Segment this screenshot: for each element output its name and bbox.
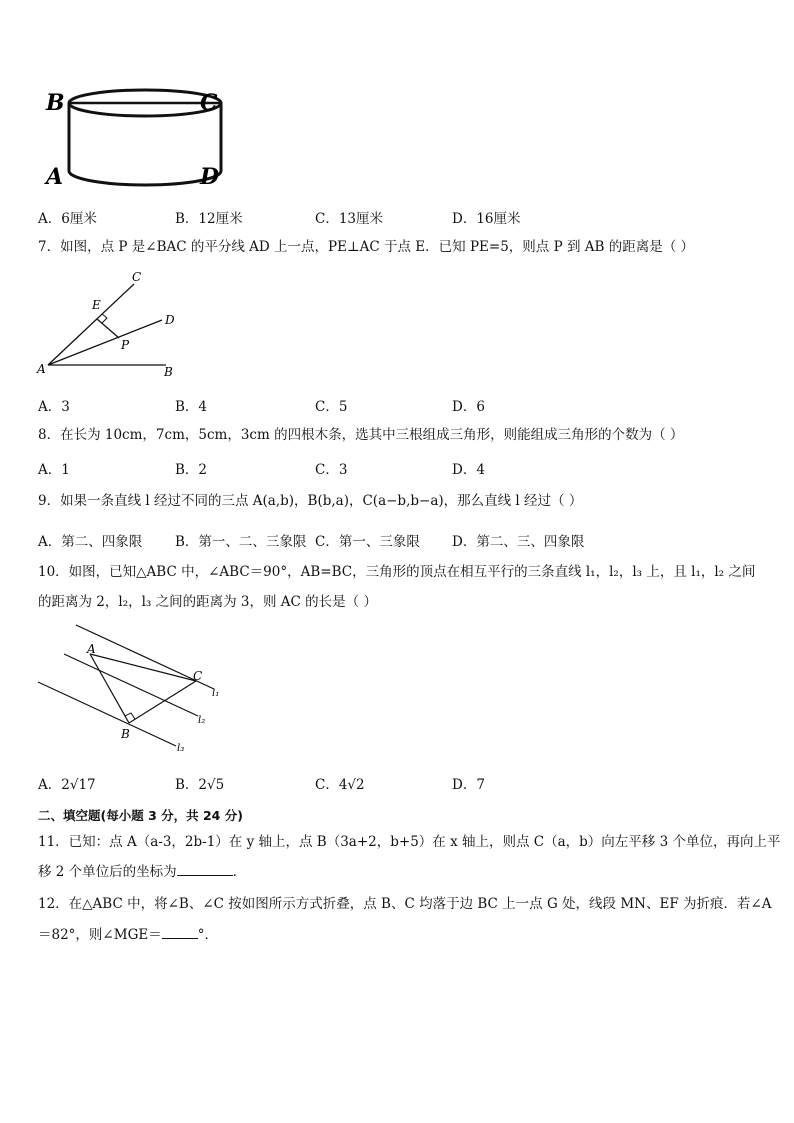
right-angle-mark xyxy=(102,314,107,323)
section-heading-fill-in: 二、填空题(每小题 3 分，共 24 分) xyxy=(38,808,243,823)
q8-option-d: D．4 xyxy=(452,462,485,478)
q8-text: 8．在长为 10cm，7cm，5cm，3cm 的四根木条，选其中三根组成三角形，则能组成三角形的个数为（ ） xyxy=(38,427,684,443)
label-l3: l₃ xyxy=(177,743,185,754)
label-a: A xyxy=(37,362,46,376)
label-c: C xyxy=(132,270,142,284)
q12-line2-text: ＝82°，则∠MGE＝ xyxy=(38,927,162,943)
q11-line2-text: 移 2 个单位后的坐标为 xyxy=(38,864,177,880)
q9-option-d: D．第二、三、四象限 xyxy=(452,534,585,550)
q6-option-c: C．13厘米 xyxy=(315,211,384,227)
line-l3 xyxy=(38,682,176,746)
label-l1: l₁ xyxy=(212,688,220,699)
side-bc xyxy=(129,681,196,723)
label-p: P xyxy=(121,338,130,352)
label-a: A xyxy=(46,164,64,190)
q9-option-c: C．第一、三象限 xyxy=(315,534,420,550)
q7-text: 7．如图，点 P 是∠BAC 的平分线 AD 上一点，PE⊥AC 于点 E．已知 PE=5，则点 P 到 AB 的距离是（ ） xyxy=(38,239,695,255)
line-l2 xyxy=(64,654,198,716)
ray-ac xyxy=(48,284,134,365)
q7-option-c: C．5 xyxy=(315,399,348,415)
label-b: B xyxy=(121,727,130,741)
q10-option-d: D．7 xyxy=(452,777,485,793)
q12-line2-end: °． xyxy=(197,927,218,943)
answer-blank xyxy=(177,875,233,876)
angle-bisector-figure xyxy=(34,266,184,382)
q10-option-c: C．4√2 xyxy=(315,777,365,793)
parallel-lines-figure xyxy=(36,620,226,754)
cylinder-bottom-arc xyxy=(69,171,221,185)
q7-option-d: D．6 xyxy=(452,399,485,415)
q7-option-a: A．3 xyxy=(38,399,70,415)
label-c: C xyxy=(193,669,203,683)
side-ac xyxy=(90,654,196,681)
label-e: E xyxy=(92,298,101,312)
q9-text: 9．如果一条直线 l 经过不同的三点 A(a,b)，B(b,a)，C(a−b,b−a)，那么直线 l 经过（ ） xyxy=(38,493,583,509)
q10-line1: 10．如图，已知△ABC 中，∠ABC＝90°，AB=BC，三角形的顶点在相互平行的三条直线 l₁，l₂，l₃ 上，且 l₁，l₂ 之间 xyxy=(38,564,756,580)
label-c: C xyxy=(200,90,218,116)
q8-option-c: C．3 xyxy=(315,462,348,478)
q12-line1: 12．在△ABC 中，将∠B、∠C 按如图所示方式折叠，点 B、C 均落于边 BC 上一点 G 处，线段 MN、EF 为折痕．若∠A xyxy=(38,896,772,912)
q8-option-a: A．1 xyxy=(38,462,70,478)
q12-line2 xyxy=(38,925,218,945)
label-l2: l₂ xyxy=(198,715,206,726)
q6-option-b: B．12厘米 xyxy=(175,211,243,227)
q9-option-a: A．第二、四象限 xyxy=(38,534,143,550)
cylinder-figure xyxy=(40,86,230,192)
label-b: B xyxy=(46,90,65,116)
q11-line1: 11．已知：点 A（a-3，2b-1）在 y 轴上，点 B（3a+2，b+5）在 x 轴上，则点 C（a，b）向左平移 3 个单位，再向上平 xyxy=(38,834,781,850)
label-d: D xyxy=(165,313,175,327)
q11-line2 xyxy=(38,862,246,882)
segment-pe xyxy=(97,319,119,338)
q10-line2: 的距离为 2，l₂，l₃ 之间的距离为 3，则 AC 的长是（ ） xyxy=(38,594,377,610)
label-a: A xyxy=(87,642,96,656)
side-ab xyxy=(90,654,129,723)
q10-option-a: A．2√17 xyxy=(38,777,96,793)
q11-line2-end: ． xyxy=(232,864,247,880)
q7-option-b: B．4 xyxy=(175,399,208,415)
q9-option-b: B．第一、二、三象限 xyxy=(175,534,307,550)
label-d: D xyxy=(200,164,220,190)
label-b: B xyxy=(164,365,173,379)
q6-option-d: D．16厘米 xyxy=(452,211,521,227)
q6-option-a: A．6厘米 xyxy=(38,211,97,227)
q8-option-b: B．2 xyxy=(175,462,208,478)
answer-blank xyxy=(162,938,198,939)
q10-option-b: B．2√5 xyxy=(175,777,225,793)
